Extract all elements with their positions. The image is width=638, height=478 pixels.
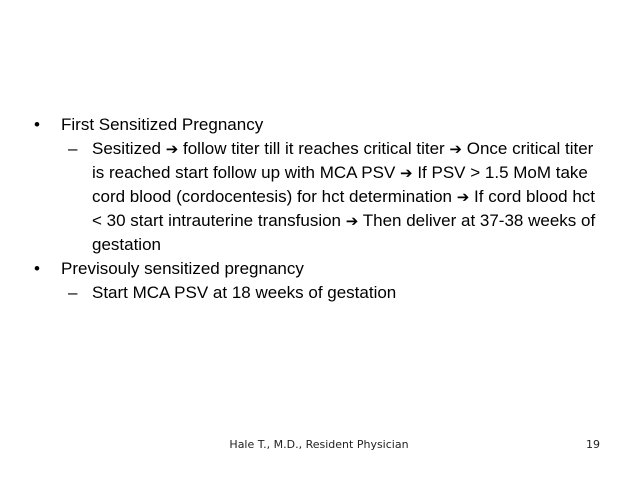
page-number: 19 <box>586 438 600 451</box>
step-follow-titer: follow titer till it reaches critical titer <box>178 139 450 158</box>
arrow-right-icon: ➔ <box>345 212 359 230</box>
sub-bullet-text: Start MCA PSV at 18 weeks of gestation <box>92 283 397 302</box>
arrow-right-icon: ➔ <box>165 140 179 158</box>
dash-marker: – <box>68 139 78 158</box>
arrow-right-icon: ➔ <box>400 164 413 182</box>
bullet-marker: • <box>34 115 40 134</box>
step-sensitized: Sesitized <box>92 139 166 158</box>
arrow-right-icon: ➔ <box>449 140 462 158</box>
footer-author: Hale T., M.D., Resident Physician <box>229 438 409 451</box>
sub-bullet-start-mca-psv <box>0 281 602 305</box>
step-mca-psv: Once critical titer is reached start follow up with MCA PSV <box>92 139 594 182</box>
bullet-text: First Sensitized Pregnancy <box>61 115 264 134</box>
step-deliver: Then deliver at 37-38 weeks of gestation <box>92 211 596 254</box>
bullet-text: Previsouly sensitized pregnancy <box>61 259 304 278</box>
slide-body <box>0 113 638 305</box>
sub-bullet-management-sequence <box>0 137 602 257</box>
dash-marker: – <box>68 283 78 302</box>
step-transfusion: If cord blood hct < 30 start intrauterine transfusion <box>92 187 596 230</box>
arrow-right-icon: ➔ <box>456 188 470 206</box>
step-cordocentesis: If PSV > 1.5 MoM take cord blood (cordocentesis) for hct determination <box>92 163 588 206</box>
bullet-first-sensitized-pregnancy <box>0 113 638 137</box>
bullet-previously-sensitized-pregnancy <box>0 257 638 281</box>
bullet-marker: • <box>34 259 40 278</box>
